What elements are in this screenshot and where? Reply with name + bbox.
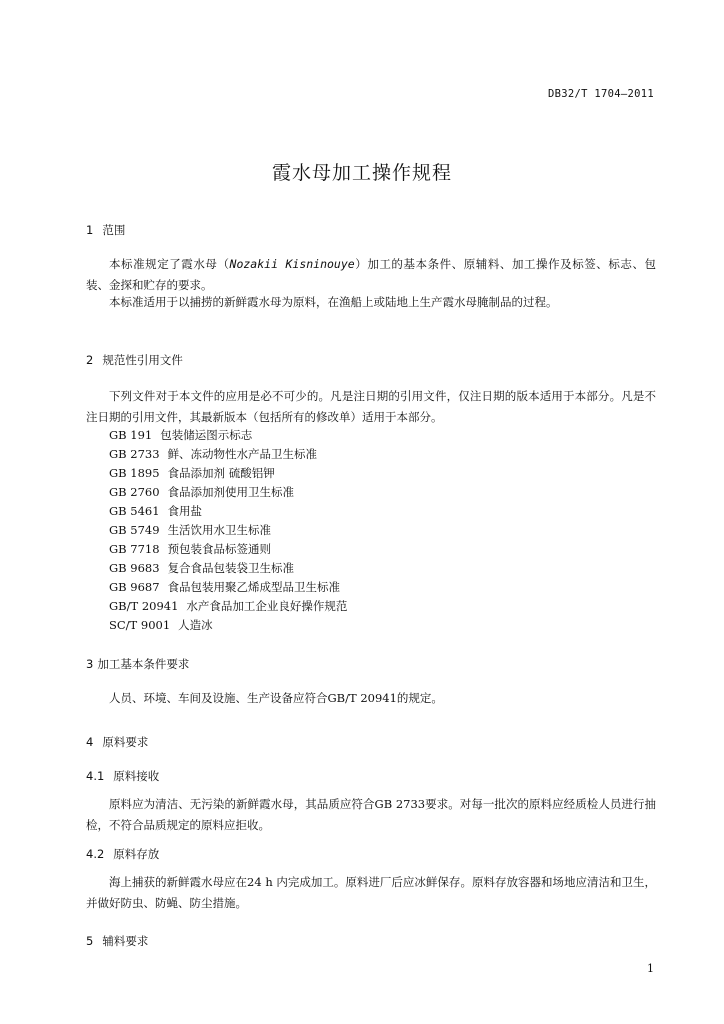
- document-code: DB32/T 1704—2011: [548, 88, 654, 100]
- section-number: 4: [86, 735, 94, 749]
- reference-code: GB 191: [109, 428, 153, 442]
- reference-code: GB 2760: [109, 485, 160, 499]
- section-title: 规范性引用文件: [102, 353, 183, 367]
- list-item: [109, 502, 202, 521]
- section-title: 原料存放: [113, 847, 160, 861]
- reference-code: GB 5461: [109, 504, 160, 518]
- reference-code: GB 9683: [109, 561, 160, 575]
- reference-code: GB 5749: [109, 523, 160, 537]
- reference-name: 食品添加剂 硫酸铝钾: [167, 466, 275, 480]
- reference-name: 预包装食品标签通则: [167, 542, 272, 556]
- reference-code: GB 7718: [109, 542, 160, 556]
- reference-name: 人造冰: [178, 618, 213, 632]
- section-number: 1: [86, 223, 94, 237]
- paragraph-raw-material-receipt: 原料应为清洁、无污染的新鲜霞水母，其品质应符合GB 2733要求。对每一批次的原料应经质检人员进行抽检，不符合品质规定的原料应拒收。: [86, 797, 656, 832]
- section-title: 辅料要求: [102, 934, 149, 948]
- reference-code: SC/T 9001: [109, 618, 171, 632]
- section-heading-4: [86, 734, 148, 750]
- paragraph-scope-2: 本标准适用于以捕捞的新鲜霞水母为原料，在渔船上或陆地上生产霞水母腌制品的过程。: [109, 295, 558, 309]
- paragraph-references-intro: 下列文件对于本文件的应用是必不可少的。凡是注日期的引用文件，仅注日期的版本适用于本部分。凡是不注日期的引用文件，其最新版本（包括所有的修改单）适用于本部分。: [86, 389, 656, 424]
- section-title: 加工基本条件要求: [97, 657, 190, 671]
- subsection-heading-4-1: [86, 768, 159, 784]
- reference-code: GB 2733: [109, 447, 160, 461]
- reference-name: 鲜、冻动物性水产品卫生标准: [167, 447, 318, 461]
- section-title: 原料接收: [113, 769, 160, 783]
- section-heading-2: [86, 352, 183, 368]
- section-heading-3: [86, 656, 189, 672]
- list-item: [109, 597, 347, 616]
- reference-name: 食品添加剂使用卫生标准: [167, 485, 295, 499]
- list-item: [109, 578, 340, 597]
- reference-code: GB 1895: [109, 466, 160, 480]
- paragraph-scope-1: [86, 254, 656, 296]
- list-item: [109, 464, 275, 483]
- paragraph-basic-conditions: 人员、环境、车间及设施、生产设备应符合GB/T 20941的规定。: [109, 691, 443, 705]
- text-segment: ）加工的基本条件、原辅料、加工操作及标签、标志、包装、金探和贮存的要求。: [86, 257, 657, 292]
- page-title: 霞水母加工操作规程: [271, 162, 452, 184]
- list-item: [109, 483, 294, 502]
- reference-code: GB/T 20941: [109, 599, 179, 613]
- section-number: 4.2: [86, 847, 105, 861]
- reference-name: 生活饮用水卫生标准: [167, 523, 272, 537]
- reference-name: 复合食品包装袋卫生标准: [167, 561, 295, 575]
- reference-code: GB 9687: [109, 580, 160, 594]
- section-number: 3: [86, 657, 94, 671]
- section-title: 范围: [102, 223, 126, 237]
- section-number: 5: [86, 934, 94, 948]
- list-item: [109, 521, 271, 540]
- section-title: 原料要求: [102, 735, 149, 749]
- paragraph-raw-material-storage: 海上捕获的新鲜霞水母应在24 h 内完成加工。原料进厂后应冰鲜保存。原料存放容器和场地应清洁和卫生，并做好防虫、防蝇、防尘措施。: [86, 875, 656, 910]
- list-item: [109, 445, 317, 464]
- reference-name: 包装储运图示标志: [160, 428, 253, 442]
- subsection-heading-4-2: [86, 846, 159, 862]
- section-number: 2: [86, 353, 94, 367]
- reference-name: 食用盐: [167, 504, 203, 518]
- list-item: [109, 540, 271, 559]
- list-item: [109, 616, 213, 635]
- reference-name: 水产食品加工企业良好操作规范: [186, 599, 348, 613]
- list-item: [109, 559, 294, 578]
- reference-name: 食品包装用聚乙烯成型品卫生标准: [167, 580, 341, 594]
- section-number: 4.1: [86, 769, 105, 783]
- latin-species-name: Nozakii Kisninouye: [229, 257, 355, 271]
- section-heading-5: [86, 933, 148, 949]
- section-heading-1: [86, 222, 125, 238]
- list-item: [109, 426, 252, 445]
- text-segment: 本标准规定了霞水母（: [109, 257, 230, 271]
- page-number: 1: [647, 962, 654, 975]
